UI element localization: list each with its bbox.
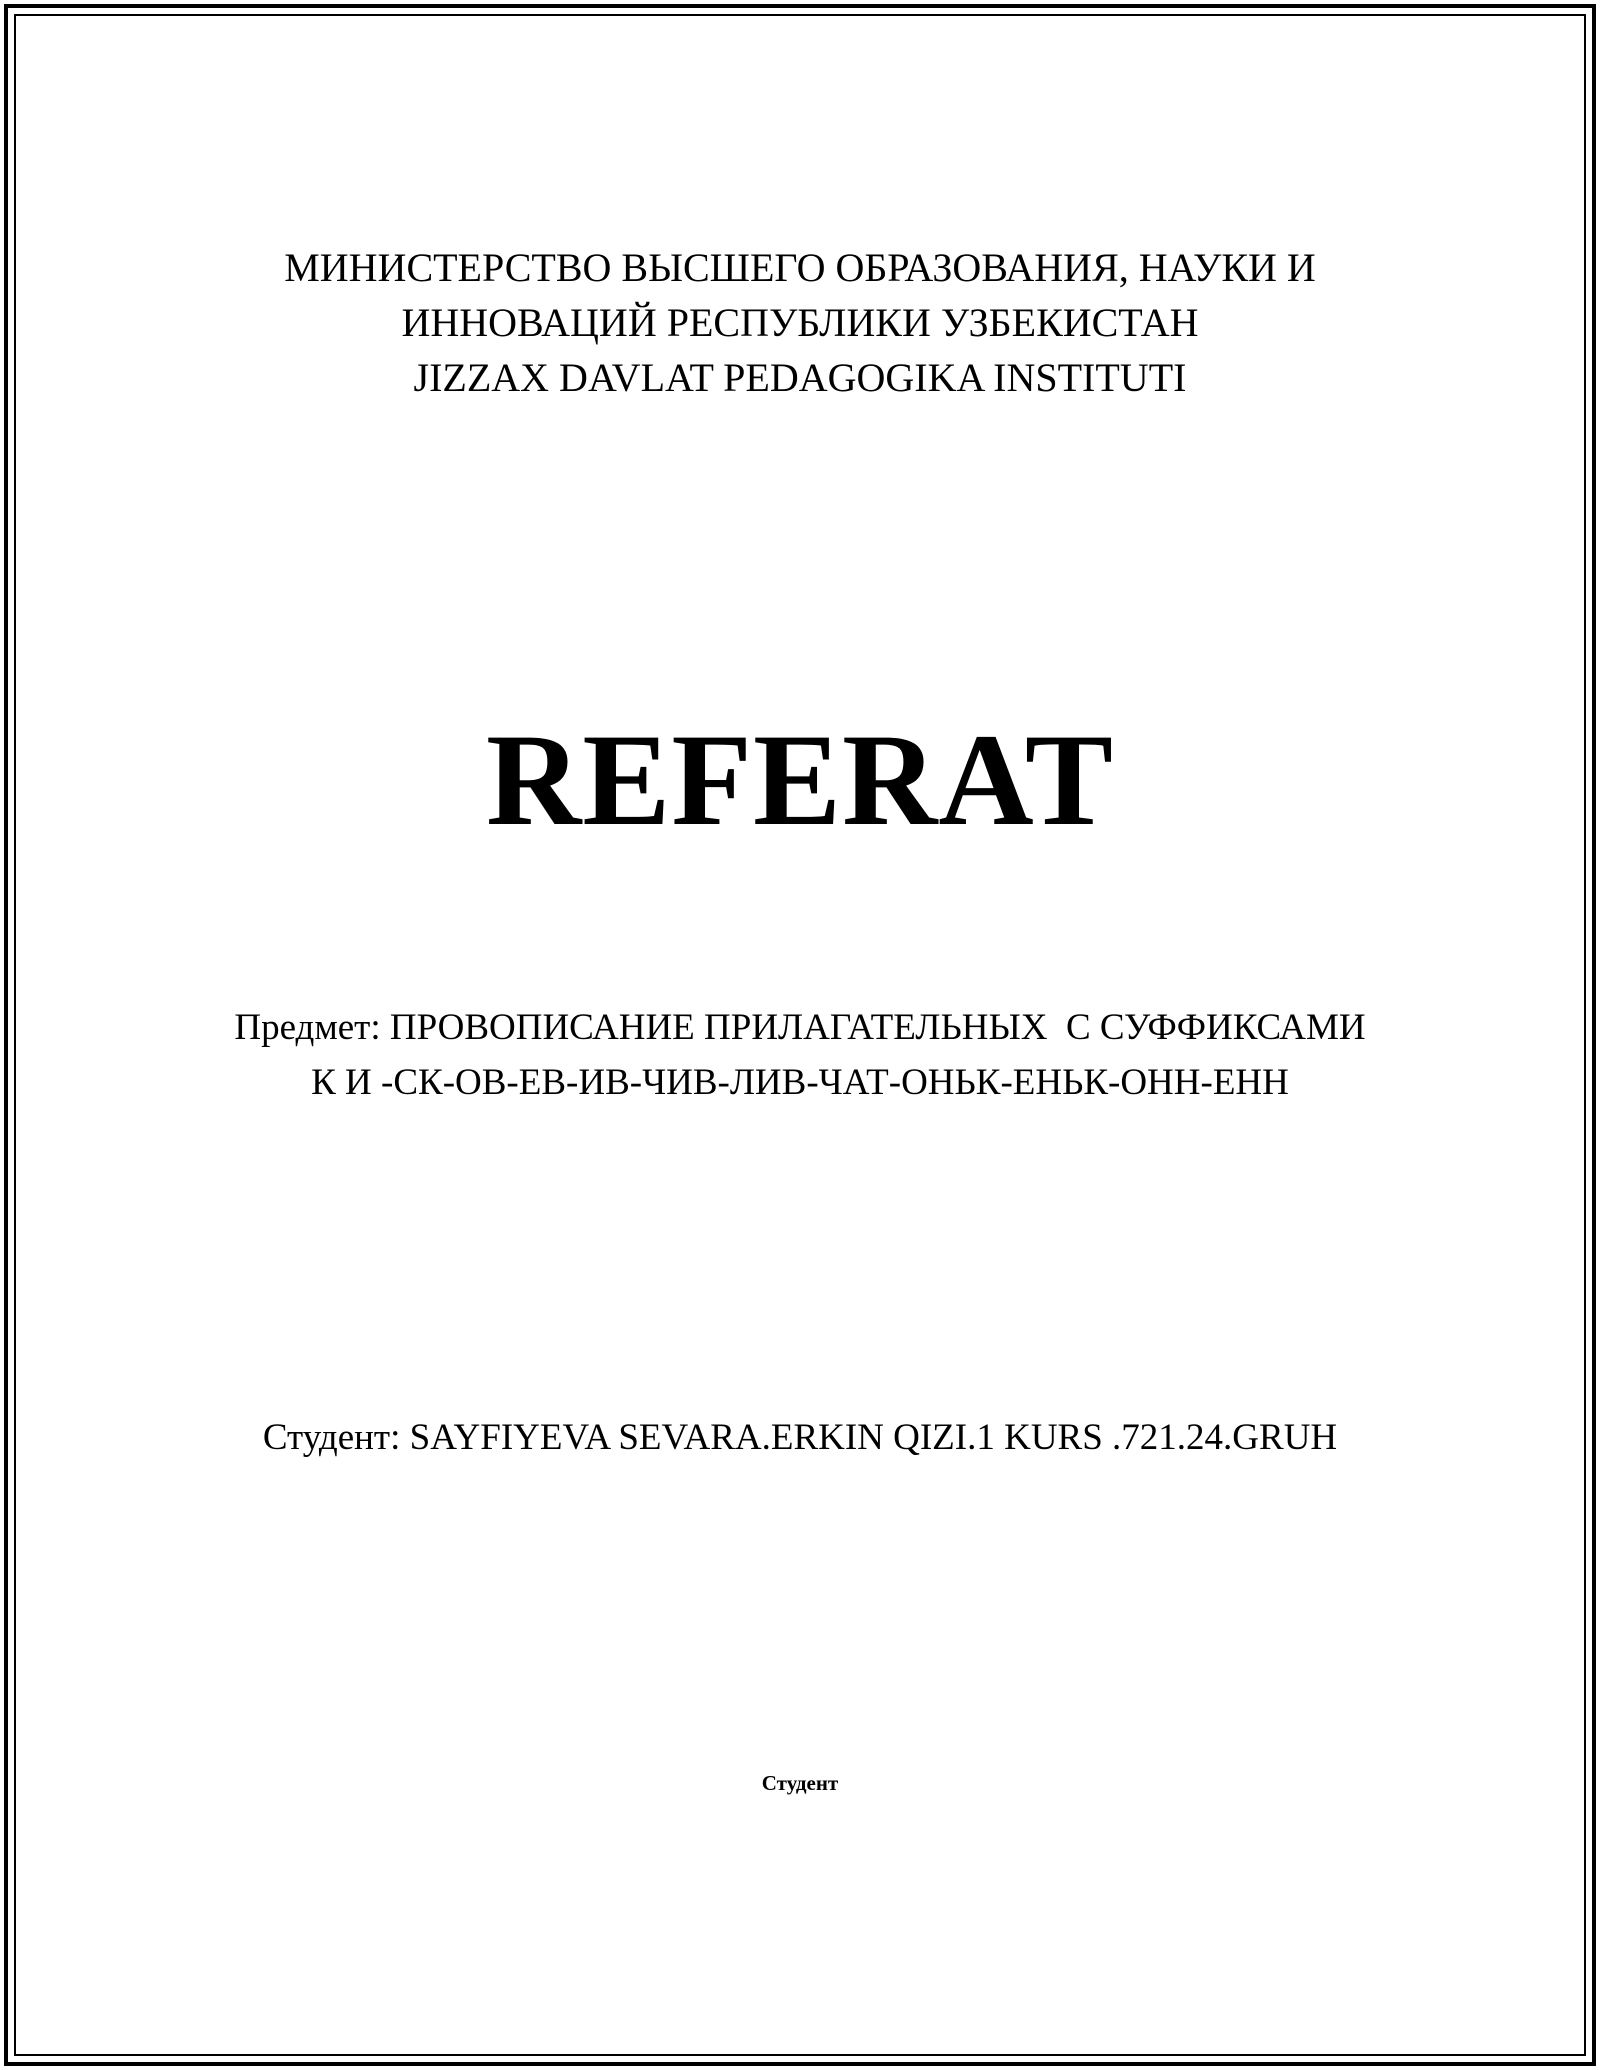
student-footer-label: Студент	[761, 1771, 839, 1795]
institution-header	[0, 240, 1600, 405]
ministry-line-1: МИНИСТЕРСТВО ВЫСШЕГО ОБРАЗОВАНИЯ, НАУКИ И	[284, 245, 1316, 290]
ministry-line-2: ИННОВАЦИЙ РЕСПУБЛИКИ УЗБЕКИСТАН	[401, 300, 1199, 345]
student-info: Студент: SAYFIYEVA SEVARA.ERKIN QIZI.1 KURS .721.24.GRUH	[262, 1417, 1338, 1458]
institute-name: JIZZAX DAVLAT PEDAGOGIKA INSTITUTI	[413, 355, 1187, 400]
document-title: REFERAT	[486, 706, 1114, 853]
subject-text: Предмет: ПРОВОПИСАНИЕ ПРИЛАГАТЕЛЬНЫХ С СУФФИКСАМИ К И -СК-ОВ-ЕВ-ИВ-ЧИВ-ЛИВ-ЧАТ-ОНЬК-ЕНЬК-ОНН-ЕНН	[234, 1007, 1375, 1103]
subject-block	[0, 1000, 1600, 1110]
